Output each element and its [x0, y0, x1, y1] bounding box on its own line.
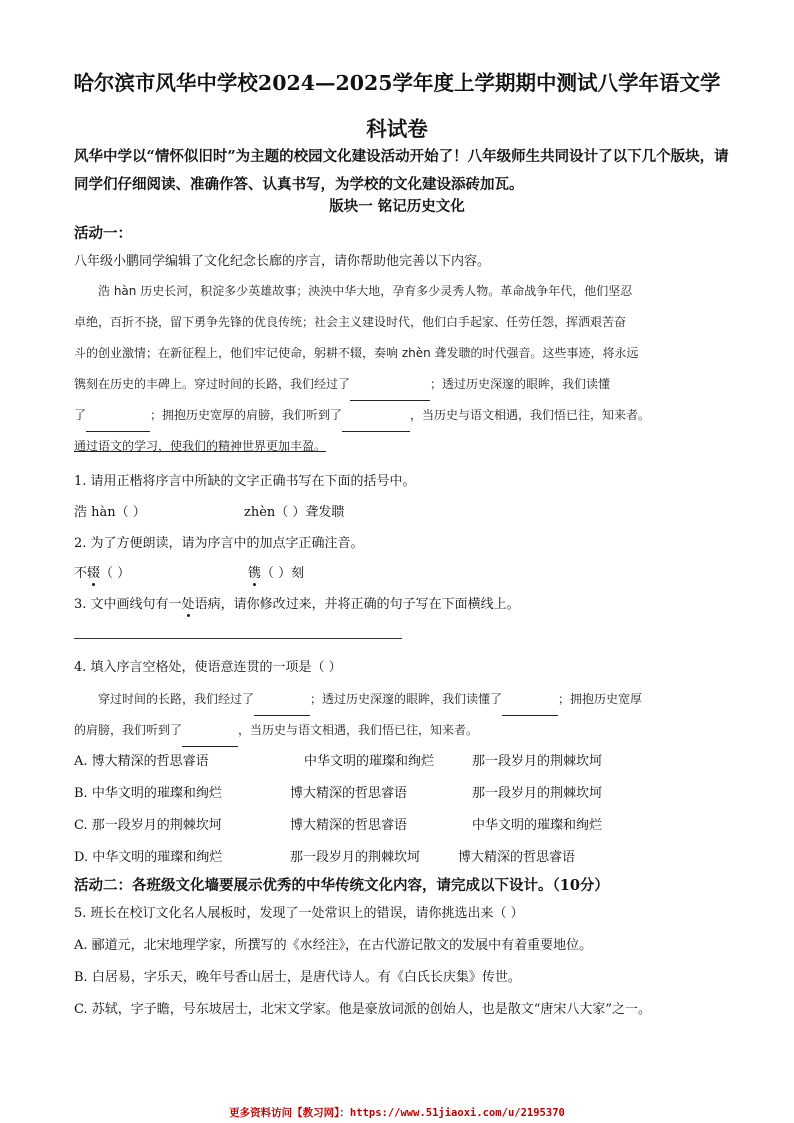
q4-text: 穿过时间的长路，我们经过了	[98, 692, 255, 706]
q1-answer-b[interactable]	[244, 501, 344, 520]
q4-option-d-col3: 博大精深的哲思睿语	[458, 850, 576, 865]
q4-option-c-col3: 中华文明的璀璨和绚烂	[472, 818, 603, 833]
q4-option-c-col2: 博大精深的哲思睿语	[290, 818, 408, 833]
passage-text: 了	[74, 408, 87, 422]
q4-option-b[interactable]: B. 中华文明的璀璨和绚烂	[74, 786, 222, 801]
q4-blank-1	[254, 684, 310, 716]
q5-stem: 5. 班长在校订文化名人展板时，发现了一处常识上的错误，请你挑选出来（ ）	[74, 906, 524, 921]
q2-b-paren: （ ）刻	[261, 566, 305, 581]
q2-stem: 2. 为了方便朗读，请为序言中的加点字正确注音。	[74, 536, 364, 551]
q4-option-b-col2: 博大精深的哲思睿语	[290, 786, 408, 801]
q2-answer-a[interactable]	[74, 562, 130, 581]
activity1-prompt: 八年级小鹏同学编辑了文化纪念长廊的序言，请你帮助他完善以下内容。	[74, 254, 491, 269]
passage-text: 镌刻在历史的丰碑上。穿过时间的长路，我们经过了	[74, 377, 351, 391]
q3-stem-pre: 3. 文中画线句有一	[74, 597, 182, 612]
q3-stem	[74, 593, 520, 612]
q4-option-d[interactable]: D. 中华文明的璀璨和绚烂	[74, 850, 223, 865]
q5-option-c[interactable]: C. 苏轼，字子瞻，号东坡居士，北宋文学家。他是豪放词派的创始人，也是散文“唐宋八大家”之一。	[74, 1002, 652, 1017]
passage-line-3: 斗的创业激情；在新征程上，他们牢记使命，躬耕不辍，奏响 zhèn 聋发聩的时代强音。这些事迹，将永远	[74, 346, 639, 360]
activity2-label: 活动二：各班级文化墙要展示优秀的中华传统文化内容，请完成以下设计。（10分）	[74, 877, 609, 894]
underlined-sentence: 通过语文的学习，使我们的精神世界更加丰盈。	[74, 439, 327, 453]
q4-blank-2	[502, 684, 558, 716]
q1-stem: 1. 请用正楷将序言中所缺的文字正确书写在下面的括号中。	[74, 474, 416, 489]
q4-blank-3	[182, 715, 238, 747]
q2-a-pre: 不	[74, 566, 88, 581]
dotted-char: 镌	[248, 566, 262, 581]
q2-a-paren: （ ）	[100, 566, 131, 581]
blank-1[interactable]	[350, 369, 430, 401]
q3-stem-post: 语病，请你修改过来，并将正确的句子写在下面横线上。	[194, 597, 520, 612]
passage-text: ；拥抱历史宽厚的肩膀，我们听到了	[150, 408, 343, 422]
q3-answer-line[interactable]	[74, 638, 402, 639]
q5-option-a[interactable]: A. 郦道元，北宋地理学家，所撰写的《水经注》，在古代游记散文的发展中有着重要地位。	[74, 938, 593, 953]
passage-line-5	[74, 400, 724, 432]
dotted-char: 辍	[87, 566, 101, 581]
q4-option-a-col3: 那一段岁月的荆棘坎坷	[472, 754, 603, 769]
q1-answer-a[interactable]: 浩 hàn（ ）	[74, 505, 146, 520]
q4-text: 的肩膀，我们听到了	[74, 723, 183, 737]
intro-paragraph: 风华中学以“情怀似旧时”为主题的校园文化建设活动开始了！八年级师生共同设计了以下几个版块，请同学们仔细阅读、准确作答、认真书写，为学校的文化建设添砖加瓦。	[74, 148, 729, 193]
q4-option-a[interactable]: A. 博大精深的哲思睿语	[74, 754, 209, 769]
passage-text: ，当历史与语文相遇，我们悟已往，知来者。	[410, 408, 651, 422]
activity1-label: 活动一：	[74, 225, 132, 242]
footer-link[interactable]: 更多资料访问【教习网】：https://www.51jiaoxi.com/u/2195370	[229, 1107, 565, 1119]
q1-b-pinyin: zhèn（ ）	[244, 505, 306, 520]
q4-option-d-col2: 那一段岁月的荆棘坎坷	[290, 850, 421, 865]
block1-title: 版块一 铭记历史文化	[329, 198, 465, 215]
q4-option-b-col3: 那一段岁月的荆棘坎坷	[472, 786, 603, 801]
q4-text-line-1	[74, 684, 724, 716]
q4-option-c[interactable]: C. 那一段岁月的荆棘坎坷	[74, 818, 222, 833]
q4-text: ，当历史与语文相遇，我们悟已往，知来者。	[238, 723, 479, 737]
passage-text: ；透过历史深邃的眼眸，我们读懂	[430, 377, 611, 391]
q5-option-b[interactable]: B. 白居易，字乐天，晚年号香山居士，是唐代诗人。有《白氏长庆集》传世。	[74, 970, 521, 985]
q1-b-text: 聋发聩	[305, 505, 345, 520]
blank-2[interactable]	[86, 400, 150, 432]
q4-stem: 4. 填入序言空格处，使语意连贯的一项是（ ）	[74, 660, 342, 675]
passage-line-1: 浩 hàn 历史长河，积淀多少英雄故事；泱泱中华大地，孕育多少灵秀人物。革命战争年代，他们坚忍	[98, 284, 633, 298]
q4-text: ；拥抱历史宽厚	[558, 692, 643, 706]
passage-line-2: 卓绝，百折不挠，留下勇争先锋的优良传统；社会主义建设时代，他们白手起家、任劳任怨，挥洒艰苦奋	[74, 315, 627, 329]
exam-title-line2: 科试卷	[366, 117, 428, 141]
q2-answer-b[interactable]	[248, 562, 304, 581]
passage-line-4	[74, 369, 724, 401]
q4-option-a-col2: 中华文明的璀璨和绚烂	[304, 754, 435, 769]
blank-3[interactable]	[342, 400, 410, 432]
q4-text: ；透过历史深邃的眼眸，我们读懂了	[310, 692, 503, 706]
dotted-char: 处	[181, 597, 195, 612]
exam-title-line1: 哈尔滨市风华中学校2024—2025学年度上学期期中测试八学年语文学	[73, 71, 721, 95]
q4-text-line-2	[74, 715, 724, 747]
